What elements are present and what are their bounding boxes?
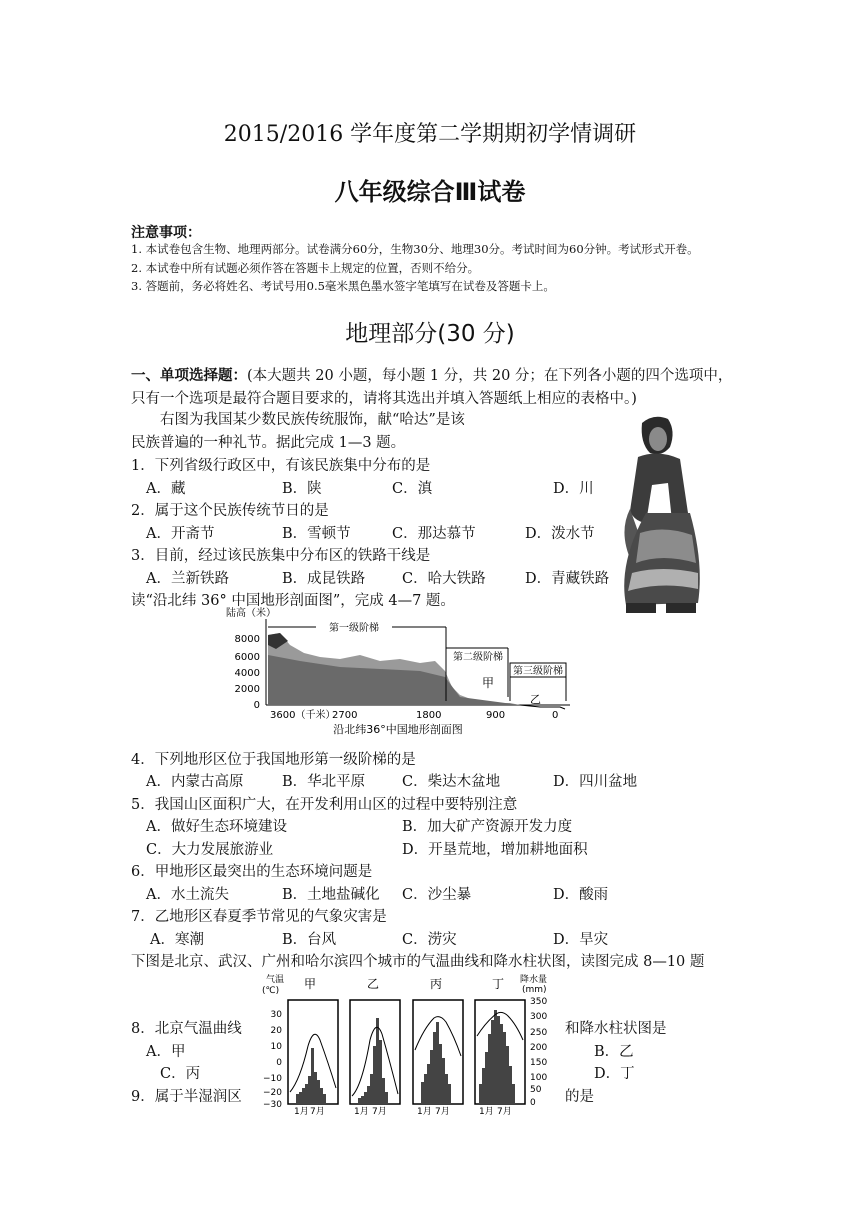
x-tick: 3600（千米）: [270, 710, 336, 721]
step2-label: 第二级阶梯: [453, 652, 503, 663]
q1-option-d: D．川: [553, 481, 594, 497]
profile-ylabel: 陆高（米）: [226, 608, 276, 619]
month-1: 1月: [354, 1107, 369, 1117]
q4-option-a: A．内蒙古高原: [146, 774, 244, 790]
part1-instr1: (本大题共 20 小题，每小题 1 分，共 20 分；在下列各小题的四个选项中，: [247, 368, 733, 384]
question-2-stem: 2．属于这个民族传统节日的是: [131, 503, 329, 519]
precip-tick: 0: [530, 1098, 536, 1108]
q3-option-b: B．成昆铁路: [282, 571, 366, 587]
precip-tick: 200: [530, 1043, 548, 1053]
month-7: 7月: [497, 1107, 512, 1117]
temp-label: 气温: [266, 975, 285, 985]
q3-option-a: A．兰新铁路: [146, 571, 229, 587]
temp-tick: 0: [276, 1058, 282, 1068]
notes-heading: 注意事项：: [131, 225, 201, 241]
profile-intro: 读“沿北纬 36° 中国地形剖面图”，完成 4—7 题。: [131, 593, 455, 609]
climate-panel-yi: [350, 977, 400, 1117]
climate-panel-bing: [413, 977, 463, 1117]
panel-label: 丁: [491, 977, 505, 991]
q7-option-d: D．旱灾: [553, 932, 609, 948]
q6-option-d: D．酸雨: [553, 887, 609, 903]
climate-intro: 下图是北京、武汉、广州和哈尔滨四个城市的气温曲线和降水柱状图，读图完成 8—10 题: [131, 954, 705, 970]
precip-unit: (mm): [522, 985, 547, 995]
temp-tick: −20: [263, 1088, 282, 1098]
intro-line: 民族普遍的一种礼节。据此完成 1—3 题。: [131, 435, 406, 451]
q4-option-c: C．柴达木盆地: [402, 774, 501, 790]
precip-tick: 300: [530, 1012, 548, 1022]
question-1-stem: 1．下列省级行政区中，有该民族集中分布的是: [131, 458, 431, 474]
exam-title: 2015/2016 学年度第二学期期初学情调研: [223, 122, 637, 147]
question-8-stem-a: 8．北京气温曲线: [131, 1021, 242, 1037]
question-9-stem-b: 的是: [565, 1089, 594, 1105]
note-item: 1. 本试卷包含生物、地理两部分。试卷满分60分，生物30分、地理30分。考试时间为60分钟。考试形式开卷。: [131, 242, 699, 256]
q7-option-b: B．台风: [282, 932, 337, 948]
panel-label: 丙: [429, 977, 443, 991]
q1-option-b: B．陕: [282, 481, 322, 497]
panel-label: 乙: [366, 977, 380, 991]
note-item: 3. 答题前，务必将姓名、考试号用0.5毫米黑色墨水签字笔填写在试卷及答题卡上。: [131, 279, 555, 293]
month-7: 7月: [435, 1107, 450, 1117]
question-9-stem-a: 9．属于半湿润区: [131, 1089, 242, 1105]
temp-tick: −30: [263, 1100, 282, 1110]
temp-tick: −10: [263, 1074, 282, 1084]
q5-option-c: C．大力发展旅游业: [146, 842, 274, 858]
x-tick: 2700: [332, 710, 358, 721]
q8-option-c: C．丙: [160, 1066, 201, 1082]
temp-tick: 10: [270, 1042, 282, 1052]
step3-label: 第三级阶梯: [513, 666, 563, 677]
q2-option-c: C．那达慕节: [392, 526, 476, 542]
q7-option-a: A．寒潮: [150, 932, 204, 948]
q8-option-d: D．丁: [594, 1066, 635, 1082]
y-tick: 0: [253, 700, 260, 711]
temp-unit: (℃): [262, 986, 280, 996]
question-6-stem: 6．甲地形区最突出的生态环境问题是: [131, 864, 373, 880]
y-tick: 2000: [234, 684, 260, 695]
exam-subtitle: 八年级综合Ⅲ试卷: [334, 178, 526, 206]
question-7-stem: 7．乙地形区春夏季节常见的气象灾害是: [131, 909, 387, 925]
precip-tick: 50: [530, 1085, 542, 1095]
question-3-stem: 3．目前，经过该民族集中分布区的铁路干线是: [131, 548, 431, 564]
q6-option-a: A．水土流失: [146, 887, 229, 903]
profile-caption: 沿北纬36°中国地形剖面图: [333, 723, 463, 736]
part1-instructions: [131, 364, 732, 385]
month-1: 1月: [479, 1107, 494, 1117]
q3-option-c: C．哈大铁路: [402, 571, 486, 587]
precip-label: 降水量: [520, 975, 548, 985]
q5-option-b: B．加大矿产资源开发力度: [402, 819, 573, 835]
q2-option-a: A．开斋节: [146, 526, 215, 542]
precip-tick: 350: [530, 997, 548, 1007]
temp-tick: 30: [270, 1010, 282, 1020]
question-4-stem: 4．下列地形区位于我国地形第一级阶梯的是: [131, 752, 416, 768]
precip-tick: 100: [530, 1073, 548, 1083]
jia-label: 甲: [482, 676, 495, 690]
yi-label: 乙: [530, 693, 541, 706]
step1-label: 第一级阶梯: [329, 623, 379, 634]
y-tick: 4000: [234, 668, 260, 679]
climate-panel-ding: [475, 977, 525, 1117]
panel-label: 甲: [303, 977, 317, 991]
q1-option-a: A．藏: [146, 481, 186, 497]
q2-option-b: B．雪顿节: [282, 526, 351, 542]
q4-option-b: B．华北平原: [282, 774, 366, 790]
month-7: 7月: [310, 1107, 325, 1117]
q3-option-d: D．青藏铁路: [525, 571, 610, 587]
x-tick: 900: [486, 710, 506, 721]
month-1: 1月: [417, 1107, 432, 1117]
month-7: 7月: [372, 1107, 387, 1117]
y-tick: 8000: [234, 634, 260, 645]
part1-instr2: 只有一个选项是最符合题目要求的，请将其选出并填入答题纸上相应的表格中。): [131, 391, 637, 407]
precip-tick: 250: [530, 1028, 548, 1038]
q4-option-d: D．四川盆地: [553, 774, 638, 790]
x-tick: 1800: [416, 710, 442, 721]
note-item: 2. 本试卷中所有试题必须作答在答题卡上规定的位置，否则不给分。: [131, 261, 480, 275]
q5-option-d: D．开垦荒地，增加耕地面积: [402, 842, 588, 858]
y-tick: 6000: [234, 652, 260, 663]
q2-option-d: D．泼水节: [525, 526, 595, 542]
q8-option-b: B．乙: [594, 1044, 634, 1060]
month-1: 1月: [294, 1107, 309, 1117]
section-title: 地理部分(30 分): [345, 321, 515, 347]
x-tick: 0: [552, 710, 559, 721]
q6-option-c: C．沙尘暴: [402, 887, 472, 903]
climate-charts: [258, 970, 560, 1120]
question-5-stem: 5．我国山区面积广大，在开发利用山区的过程中要特别注意: [131, 797, 518, 813]
temp-tick: 20: [270, 1026, 282, 1036]
q8-option-a: A．甲: [146, 1044, 186, 1060]
terrain-profile-diagram: [220, 605, 590, 737]
precip-tick: 150: [530, 1058, 548, 1068]
q7-option-c: C．涝灾: [402, 932, 457, 948]
question-8-stem-b: 和降水柱状图是: [565, 1021, 667, 1037]
q6-option-b: B．土地盐碱化: [282, 887, 380, 903]
traditional-costume-photo: [612, 413, 708, 619]
climate-panel-jia: [288, 977, 338, 1117]
part1-label: 一、单项选择题：: [131, 368, 247, 384]
q1-option-c: C．滇: [392, 481, 433, 497]
q5-option-a: A．做好生态环境建设: [146, 819, 287, 835]
intro-line: 右图为我国某少数民族传统服饰，献“哈达”是该: [160, 412, 465, 428]
